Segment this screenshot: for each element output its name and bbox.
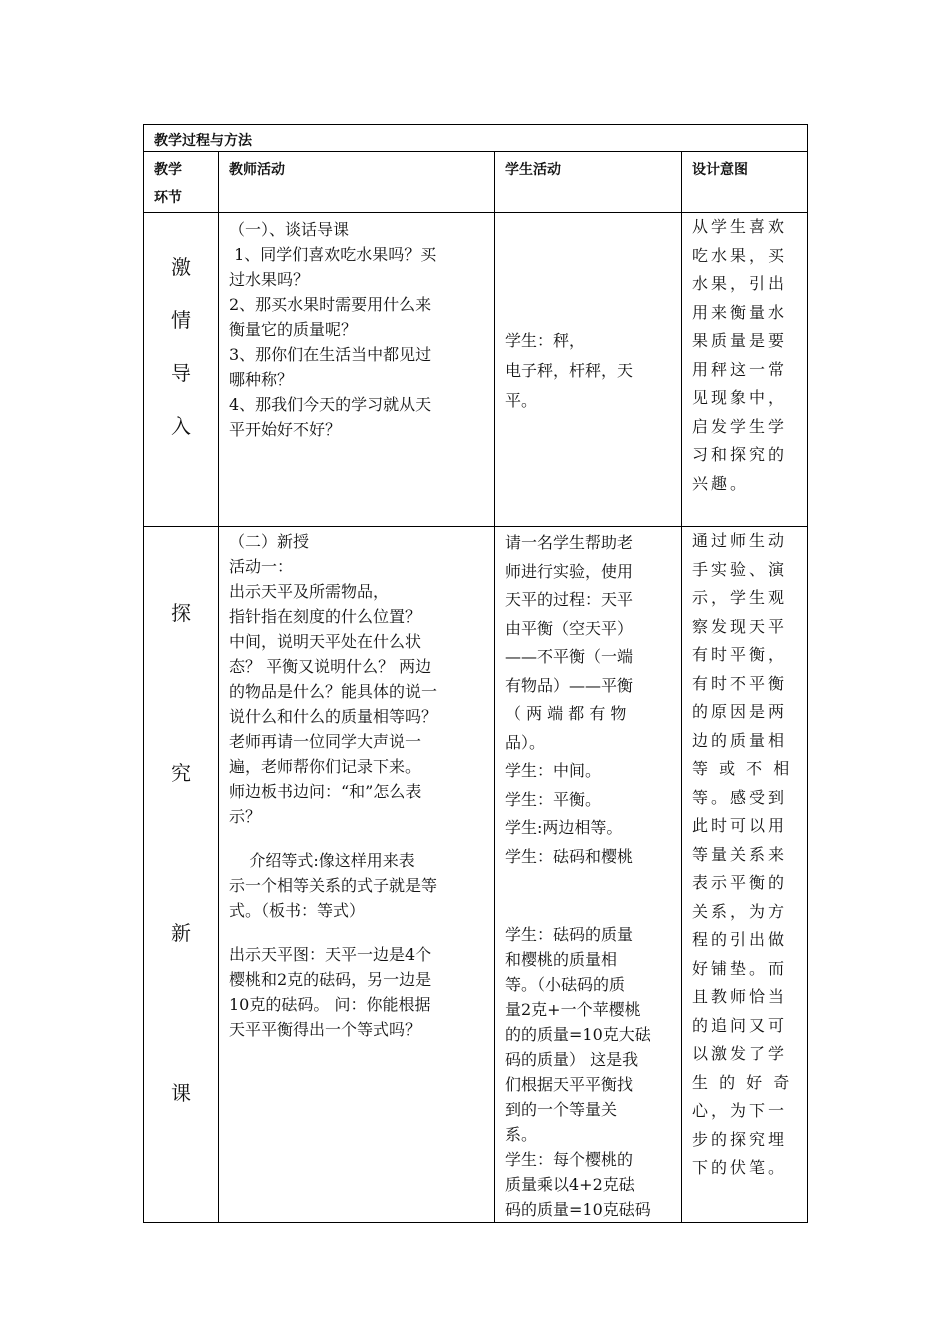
row2-student-line: 等。（小砝码的质: [505, 975, 626, 994]
row1-stage-char-2: 情: [171, 308, 191, 332]
row1-intent-line: 吃水果，买: [692, 245, 788, 265]
row1-stage-char-1: 激: [171, 255, 191, 279]
header-stage: [144, 152, 219, 213]
row2-student-line: 码的质量） 这是我: [505, 1050, 639, 1069]
row2-student-activity: [495, 527, 682, 1223]
row2-student-line: 请一名学生帮助老: [505, 533, 634, 552]
row1-stage-char-3: 导: [171, 361, 191, 385]
row2-stage: [144, 527, 219, 1223]
row2-student-line: 系。: [505, 1125, 538, 1144]
row1-teacher-line: 3、那你们在生活当中都见过: [229, 345, 432, 364]
row2-teacher-line: 指针指在刻度的什么位置？: [229, 607, 422, 626]
row2-intent-line: 程的引出做: [692, 930, 788, 949]
row1-student-line: 电子秤，杆秤，天: [505, 361, 634, 380]
row1-intent-line: 用秤这一常: [692, 359, 788, 379]
row2-teacher-line: 遍，老师帮你们记录下来。: [229, 757, 422, 776]
row2-stage-char-4: 课: [171, 1081, 191, 1105]
row2-teacher-line: 式。（板书：等式）: [229, 901, 366, 920]
row2-teacher-line: 中间，说明天平处在什么状: [229, 632, 422, 651]
row2-student-line: 有物品）——平衡: [505, 675, 634, 695]
row2-intent-line: 察发现天平: [692, 616, 788, 636]
row2-student-line: 学生：中间。: [505, 761, 602, 780]
row1-stage-char-4: 入: [171, 414, 191, 438]
row1-design-intent: [682, 213, 808, 527]
row2-student-line: 由平衡（空天平）: [505, 618, 634, 638]
row2-student-line: 的的质量=10克大砝: [505, 1025, 651, 1044]
row2-teacher-line: 示一个相等关系的式子就是等: [229, 876, 438, 895]
row2-intent-line: 的追问又可: [692, 1015, 788, 1035]
row2-student-line: 学生：砝码的质量: [505, 925, 634, 944]
row2-teacher-line: 介绍等式:像这样用来表: [229, 851, 415, 870]
row1-intent-line: 水果，引出: [692, 274, 788, 293]
row1-teacher-activity: [219, 213, 495, 527]
row2-teacher-line: 樱桃和2克的砝码，另一边是: [229, 970, 432, 989]
section-title: 教学过程与方法: [144, 125, 808, 152]
row1-student-line: 学生：秤，: [505, 331, 586, 350]
row2-teacher-line: [229, 923, 494, 942]
row2-teacher-line: 示？: [229, 807, 262, 826]
row2-intent-line: 的原因是两: [692, 702, 788, 721]
row2-teacher-line: 活动一：: [229, 557, 294, 576]
row2-student-line: 和樱桃的质量相: [505, 950, 618, 969]
row2-intent-line: 此时可以用: [692, 816, 788, 835]
row2-intent-line: 生 的 好 奇: [692, 1072, 793, 1092]
row1-teacher-line: （一）、谈话导课: [229, 220, 350, 239]
header-teacher-label: 教师活动: [229, 162, 285, 178]
header-intent-label: 设计意图: [692, 162, 748, 178]
row2-student-line: 到的一个等量关: [505, 1100, 618, 1119]
header-stage-line-1: 教学: [154, 162, 182, 178]
row2-teacher-line: [229, 829, 494, 848]
row1-teacher-line: 平开始好不好？: [229, 420, 342, 439]
row1-teacher-line: 过水果吗？: [229, 270, 310, 289]
row2-intent-line: 关系，为方: [692, 901, 788, 921]
row1-intent-line: 从学生喜欢: [692, 217, 788, 236]
row2-stage-char-3: 新: [171, 921, 191, 945]
row2-teacher-line: 的物品是什么？能具体的说一: [229, 682, 438, 701]
header-teacher: [219, 152, 495, 213]
row1-student-line: 平。: [505, 391, 538, 410]
header-stage-line-2: 环节: [154, 190, 182, 206]
row2-intent-line: 以激发了学: [692, 1044, 788, 1063]
header-student-label: 学生活动: [505, 162, 561, 178]
row2-stage-char-1: 探: [171, 601, 191, 625]
row1-intent-line: 启发学生学: [692, 416, 788, 436]
row2-intent-line: 通过师生动: [692, 531, 788, 550]
row2-stage-char-2: 究: [171, 761, 191, 785]
row2-student-line: 质量乘以4+2克砝: [505, 1175, 635, 1194]
row2-intent-line: 好铺垫。而: [692, 958, 788, 978]
header-student: [495, 152, 682, 213]
row2-intent-line: 手实验、演: [692, 559, 788, 579]
row1-intent-line: 习和探究的: [692, 445, 788, 464]
row2-intent-line: 等。感受到: [692, 787, 788, 807]
row2-student-line: 天平的过程：天平: [505, 590, 634, 609]
row1-teacher-line: 4、那我们今天的学习就从天: [229, 395, 432, 414]
row1-stage: [144, 213, 219, 527]
row2-intent-line: 心，为下一: [692, 1101, 788, 1120]
row2-intent-line: 等量关系来: [692, 844, 788, 864]
row2-intent-line: 有时平衡，: [692, 645, 788, 664]
row2-intent-line: 有时不平衡: [692, 673, 788, 693]
row2-teacher-line: 天平平衡得出一个等式吗？: [229, 1020, 422, 1039]
row2-intent-line: 示，学生观: [692, 588, 788, 607]
row2-teacher-line: 态？ 平衡又说明什么？ 两边: [229, 657, 432, 676]
row2-teacher-line: 出示天平图：天平一边是4个: [229, 945, 432, 964]
row2-student-line: 学生：砝码和樱桃: [505, 846, 634, 866]
row2-intent-line: 等 或 不 相: [692, 759, 793, 778]
row2-teacher-line: 说什么和什么的质量相等吗？: [229, 707, 438, 726]
row2-student-line: 码的质量=10克砝码: [505, 1200, 651, 1219]
row1-teacher-line: 1、同学们喜欢吃水果吗？买: [229, 245, 437, 264]
row2-teacher-line: 10克的砝码。 问：你能根据: [229, 995, 431, 1014]
header-intent: [682, 152, 808, 213]
row2-student-line: ——不平衡（一端: [505, 647, 634, 666]
row2-teacher-line: 出示天平及所需物品，: [229, 582, 390, 601]
row2-student-line: 学生:两边相等。: [505, 818, 623, 837]
row1-intent-line: 兴趣。: [692, 473, 750, 493]
row2-student-line: （ 两 端 都 有 物: [505, 704, 627, 723]
row1-teacher-line: 衡量它的质量呢？: [229, 320, 358, 339]
row2-teacher-activity: [219, 527, 495, 1223]
row2-intent-line: 边的质量相: [692, 730, 788, 750]
row2-student-line: 师进行实验，使用: [505, 561, 634, 581]
row1-teacher-line: 2、那买水果时需要用什么来: [229, 295, 432, 314]
row2-student-line: 们根据天平平衡找: [505, 1075, 634, 1094]
row1-teacher-line: 哪种称？: [229, 370, 294, 389]
row2-student-line: 学生：平衡。: [505, 789, 602, 809]
row2-student-line: 学生：每个樱桃的: [505, 1150, 634, 1169]
row2-teacher-line: （二）新授: [229, 532, 310, 551]
row2-teacher-line: 老师再请一位同学大声说一: [229, 732, 422, 751]
row2-intent-line: 下的伏笔。: [692, 1158, 788, 1177]
row1-intent-line: 见现象中，: [692, 388, 788, 407]
row1-intent-line: 果质量是要: [692, 331, 788, 350]
row2-intent-line: 且教师恰当: [692, 987, 788, 1006]
row1-student-activity: [495, 213, 682, 527]
row2-intent-line: 步的探究埋: [692, 1129, 788, 1149]
row2-student-line: 品）。: [505, 732, 546, 752]
teaching-process-table: [143, 124, 808, 1223]
row2-intent-line: 表示平衡的: [692, 873, 788, 892]
row2-student-line: 量2克+一个苹樱桃: [505, 1000, 641, 1019]
row2-teacher-line: 师边板书边问：“和”怎么表: [229, 782, 422, 801]
row1-intent-line: 用来衡量水: [692, 302, 788, 322]
row2-design-intent: [682, 527, 808, 1223]
